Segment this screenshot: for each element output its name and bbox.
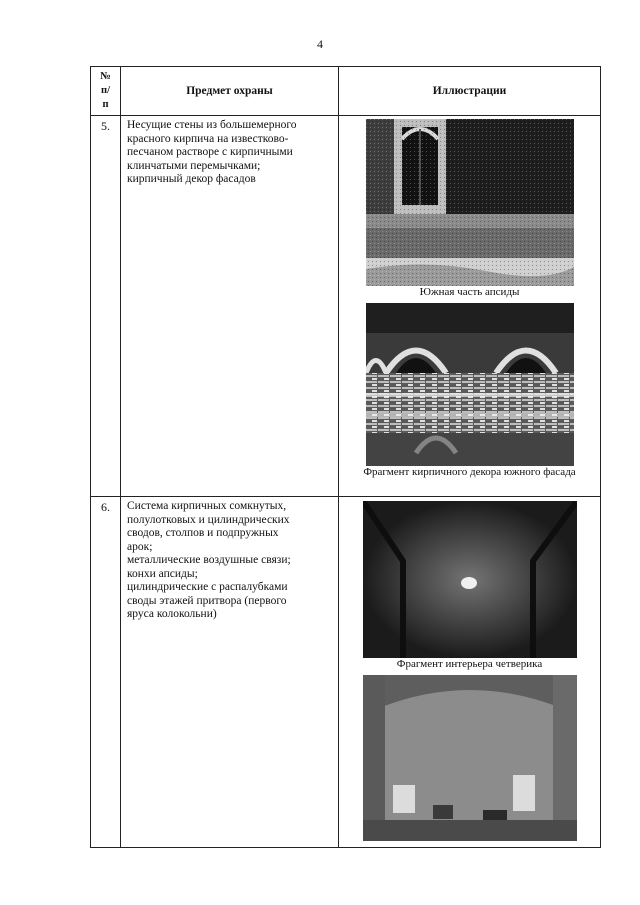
table-row xyxy=(91,116,601,497)
interior-photo xyxy=(363,675,577,841)
header-number-text: № п/ п xyxy=(100,71,111,110)
header-subject: Предмет охраны xyxy=(121,67,339,116)
protection-table xyxy=(90,66,601,848)
header-illustrations: Иллюстрации xyxy=(339,67,601,116)
table-row xyxy=(91,497,601,848)
quadrangle-interior-photo xyxy=(363,501,577,658)
row-illustrations xyxy=(339,116,601,497)
page-number: 4 xyxy=(317,37,323,51)
photo-caption: Южная часть апсиды xyxy=(419,286,520,298)
table-header-row xyxy=(91,67,601,116)
row-illustrations xyxy=(339,497,601,848)
brick-decor-photo xyxy=(366,303,574,466)
row-number: 5. xyxy=(91,116,121,497)
row-number: 6. xyxy=(91,497,121,848)
photo-caption: Фрагмент интерьера четверика xyxy=(396,658,543,670)
photo-caption: Фрагмент кирпичного декора южного фасада xyxy=(363,466,576,478)
row-subject: Несущие стены из большемерного красного кирпича на известково- песчаном растворе с кирпичными клинчатыми перемычками; кирпичный декор фасадов xyxy=(121,116,339,497)
apse-photo xyxy=(366,119,574,286)
row-subject: Система кирпичных сомкнутых, полулотковых и цилиндрических сводов, столпов и подпружных арок; металлические воздушные связи; конхи апсиды; цилиндрические с распалубками своды этажей притвора (первого яруса колокольни) xyxy=(121,497,339,848)
header-number xyxy=(91,67,121,116)
